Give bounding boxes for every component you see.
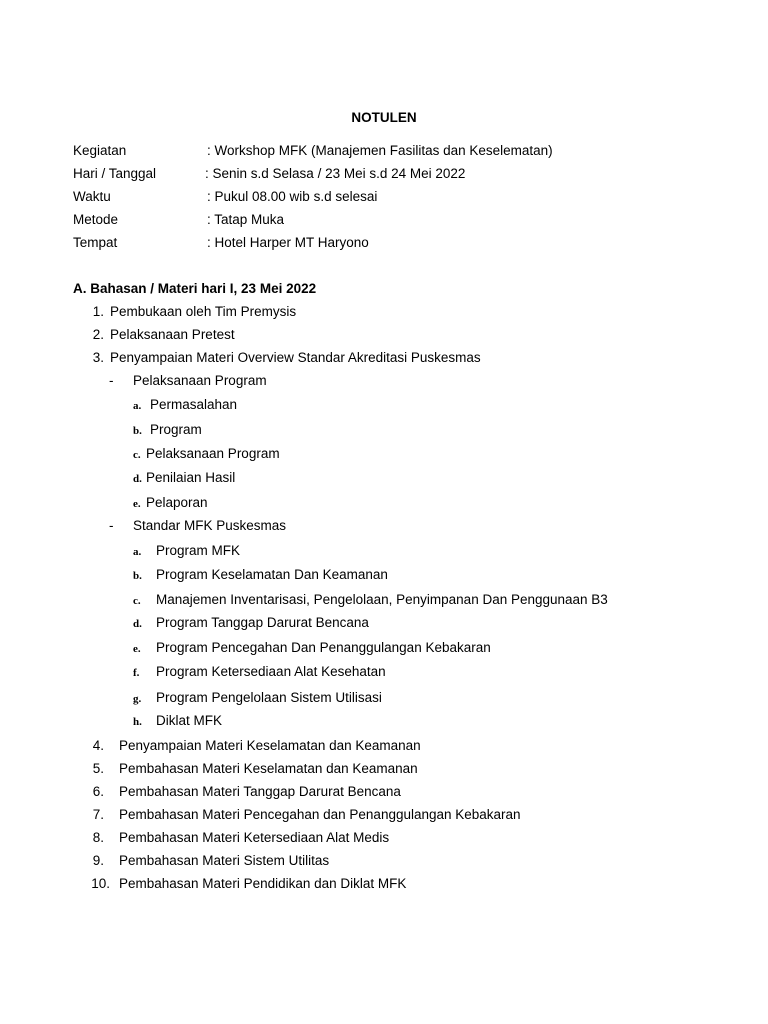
list-item: Pembahasan Materi Pencegahan dan Penanggulangan Kebakaran	[119, 807, 521, 822]
list-item: Penyampaian Materi Overview Standar Akreditasi Puskesmas	[110, 350, 481, 365]
sub-item-letter: g.	[133, 693, 142, 705]
sub-item-letter: f.	[133, 667, 140, 679]
info-label-waktu: Waktu	[73, 189, 111, 204]
sub-item-letter: a.	[133, 546, 142, 558]
sub-item-letter: e.	[133, 498, 141, 510]
subgroup-dash: -	[109, 373, 114, 388]
subgroup-title: Pelaksanaan Program	[133, 373, 267, 388]
list-item: Pembahasan Materi Pendidikan dan Diklat MFK	[119, 876, 407, 891]
list-item: Pembahasan Materi Sistem Utilitas	[119, 853, 330, 868]
sub-item: Pelaksanaan Program	[146, 446, 280, 461]
list-item-number: 9.	[92, 853, 104, 868]
sub-item: Penilaian Hasil	[146, 470, 236, 485]
info-label-tempat: Tempat	[73, 235, 118, 250]
sub-item-letter: b.	[133, 425, 142, 437]
info-value-metode: : Tatap Muka	[207, 212, 285, 227]
list-item-number: 1.	[92, 304, 104, 319]
sub-item: Program	[150, 422, 202, 437]
sub-item: Program MFK	[156, 543, 241, 558]
subgroup-title: Standar MFK Puskesmas	[133, 518, 287, 533]
info-label-kegiatan: Kegiatan	[73, 143, 127, 158]
list-item: Pelaksanaan Pretest	[110, 327, 235, 342]
list-item-number: 8.	[92, 830, 104, 845]
list-item-number: 4.	[92, 738, 104, 753]
sub-item-letter: b.	[133, 570, 142, 582]
list-item: Pembukaan oleh Tim Premysis	[110, 304, 297, 319]
sub-item: Permasalahan	[150, 397, 238, 412]
info-value-tempat: : Hotel Harper MT Haryono	[207, 235, 369, 250]
sub-item-letter: d.	[133, 618, 142, 630]
section-heading: A. Bahasan / Materi hari I, 23 Mei 2022	[73, 281, 317, 296]
sub-item-letter: d.	[133, 473, 142, 485]
document-title: NOTULEN	[351, 110, 417, 125]
list-item-number: 6.	[92, 784, 104, 799]
info-value-waktu: : Pukul 08.00 wib s.d selesai	[207, 189, 378, 204]
sub-item-letter: c.	[133, 449, 141, 461]
sub-item: Program Pencegahan Dan Penanggulangan Kebakaran	[156, 640, 491, 655]
list-item: Penyampaian Materi Keselamatan dan Keamanan	[119, 738, 421, 753]
list-item-number: 2.	[92, 327, 104, 342]
info-value-kegiatan: : Workshop MFK (Manajemen Fasilitas dan Keselematan)	[207, 143, 553, 158]
sub-item: Program Ketersediaan Alat Kesehatan	[156, 664, 386, 679]
list-item: Pembahasan Materi Keselamatan dan Keamanan	[119, 761, 418, 776]
sub-item: Program Tanggap Darurat Bencana	[156, 615, 369, 630]
sub-item: Program Pengelolaan Sistem Utilisasi	[156, 690, 382, 705]
list-item: Pembahasan Materi Tanggap Darurat Bencana	[119, 784, 401, 799]
subgroup-dash: -	[109, 518, 114, 533]
sub-item-letter: c.	[133, 595, 141, 607]
list-item-number: 3.	[92, 350, 104, 365]
list-item-number: 7.	[92, 807, 104, 822]
list-item-number: 5.	[92, 761, 104, 776]
info-label-hari-tanggal: Hari / Tanggal	[73, 166, 157, 181]
list-item: Pembahasan Materi Ketersediaan Alat Medis	[119, 830, 390, 845]
sub-item-letter: h.	[133, 716, 142, 728]
sub-item-letter: e.	[133, 643, 141, 655]
list-item-number: 10.	[91, 876, 110, 891]
sub-item-letter: a.	[133, 400, 142, 412]
sub-item: Program Keselamatan Dan Keamanan	[156, 567, 388, 582]
sub-item: Pelaporan	[146, 495, 208, 510]
info-value-hari-tanggal: : Senin s.d Selasa / 23 Mei s.d 24 Mei 2022	[205, 166, 466, 181]
sub-item: Manajemen Inventarisasi, Pengelolaan, Penyimpanan Dan Penggunaan B3	[156, 592, 608, 607]
sub-item: Diklat MFK	[156, 713, 223, 728]
info-label-metode: Metode	[73, 212, 119, 227]
